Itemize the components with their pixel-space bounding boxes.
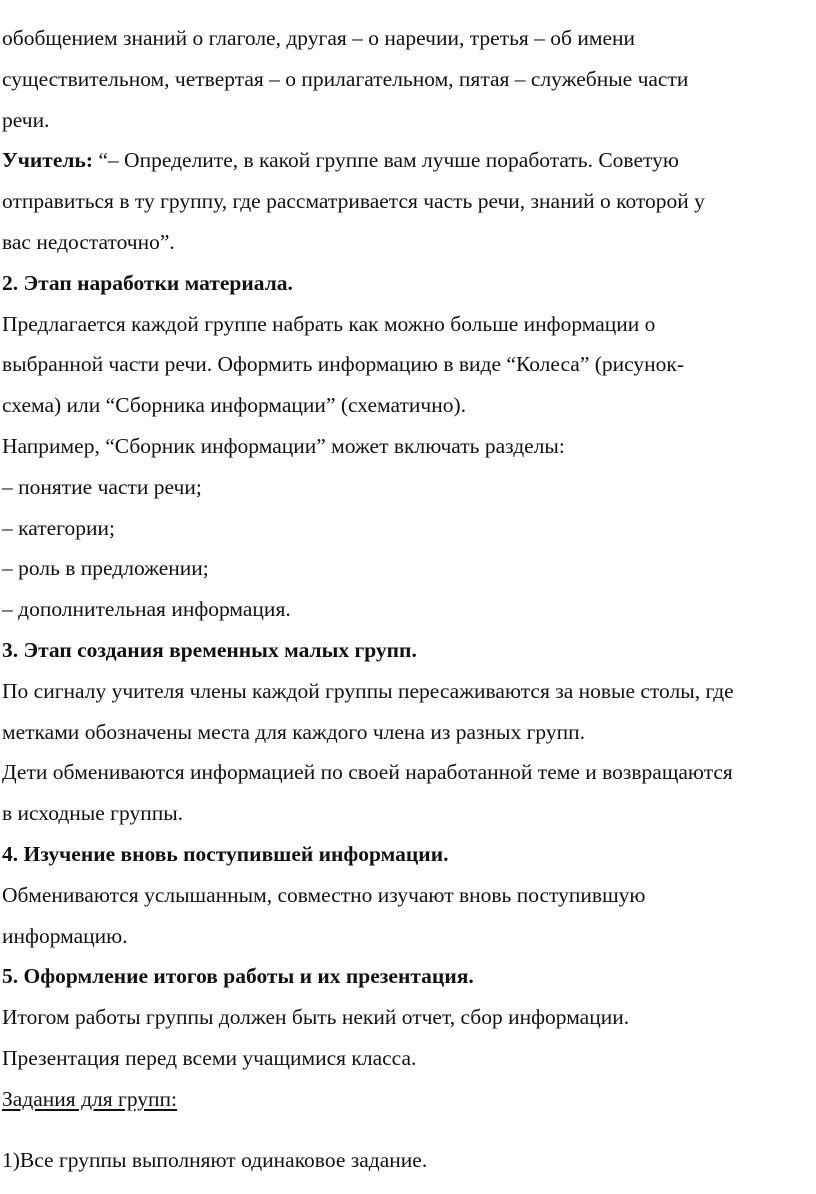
stage2-line-2: выбранной части речи. Оформить информацию в виде “Колеса” (рисунок-	[2, 352, 685, 377]
tasks-line-1: 1)Все группы выполняют одинаковое задание.	[2, 1147, 428, 1172]
stage2-heading: 2. Этап наработки материала.	[2, 270, 293, 295]
list-item: – дополнительная информация.	[2, 597, 291, 622]
teacher-line-3: вас недостаточно”.	[2, 229, 175, 254]
stage4-heading: 4. Изучение вновь поступившей информации.	[2, 841, 449, 866]
list-item: – понятие части речи;	[2, 474, 202, 499]
intro-line-3: речи.	[2, 107, 50, 132]
stage2-line-3: схема) или “Сборника информации” (схематично).	[2, 393, 466, 418]
stage3-line-2: метками обозначены места для каждого члена из разных групп.	[2, 719, 586, 744]
stage4-line-1: Обмениваются услышанным, совместно изучают вновь поступившую	[2, 882, 646, 907]
teacher-speech: “– Определите, в какой группе вам лучше поработать. Советую	[93, 148, 679, 173]
list-item: – категории;	[2, 515, 115, 540]
stage4-line-2: информацию.	[2, 923, 128, 948]
stage2-line-4: Например, “Сборник информации” может включать разделы:	[2, 433, 565, 458]
stage3-line-1: По сигналу учителя члены каждой группы пересаживаются за новые столы, где	[2, 678, 734, 703]
list-item: – роль в предложении;	[2, 556, 209, 581]
spacer	[2, 1120, 816, 1140]
intro-line-1: обобщением знаний о глаголе, другая – о наречии, третья – об имени	[2, 26, 636, 50]
intro-line-2: существительном, четвертая – о прилагательном, пятая – служебные части	[2, 66, 689, 91]
stage3-heading: 3. Этап создания временных малых групп.	[2, 637, 417, 662]
stage3-line-3: Дети обмениваются информацией по своей наработанной теме и возвращаются	[2, 760, 733, 785]
stage3-line-4: в исходные группы.	[2, 801, 184, 826]
teacher-line-2: отправиться в ту группу, где рассматривается часть речи, знаний о которой у	[2, 189, 705, 214]
stage2-line-1: Предлагается каждой группе набрать как можно больше информации о	[2, 311, 656, 336]
teacher-label: Учитель:	[2, 148, 93, 173]
teacher-line-1	[2, 140, 816, 181]
tasks-heading: Задания для групп:	[2, 1086, 178, 1111]
stage5-line-2: Презентация перед всеми учащимися класса.	[2, 1045, 417, 1070]
stage5-line-1: Итогом работы группы должен быть некий отчет, сбор информации.	[2, 1005, 630, 1030]
stage5-heading: 5. Оформление итогов работы и их презентация.	[2, 964, 474, 989]
